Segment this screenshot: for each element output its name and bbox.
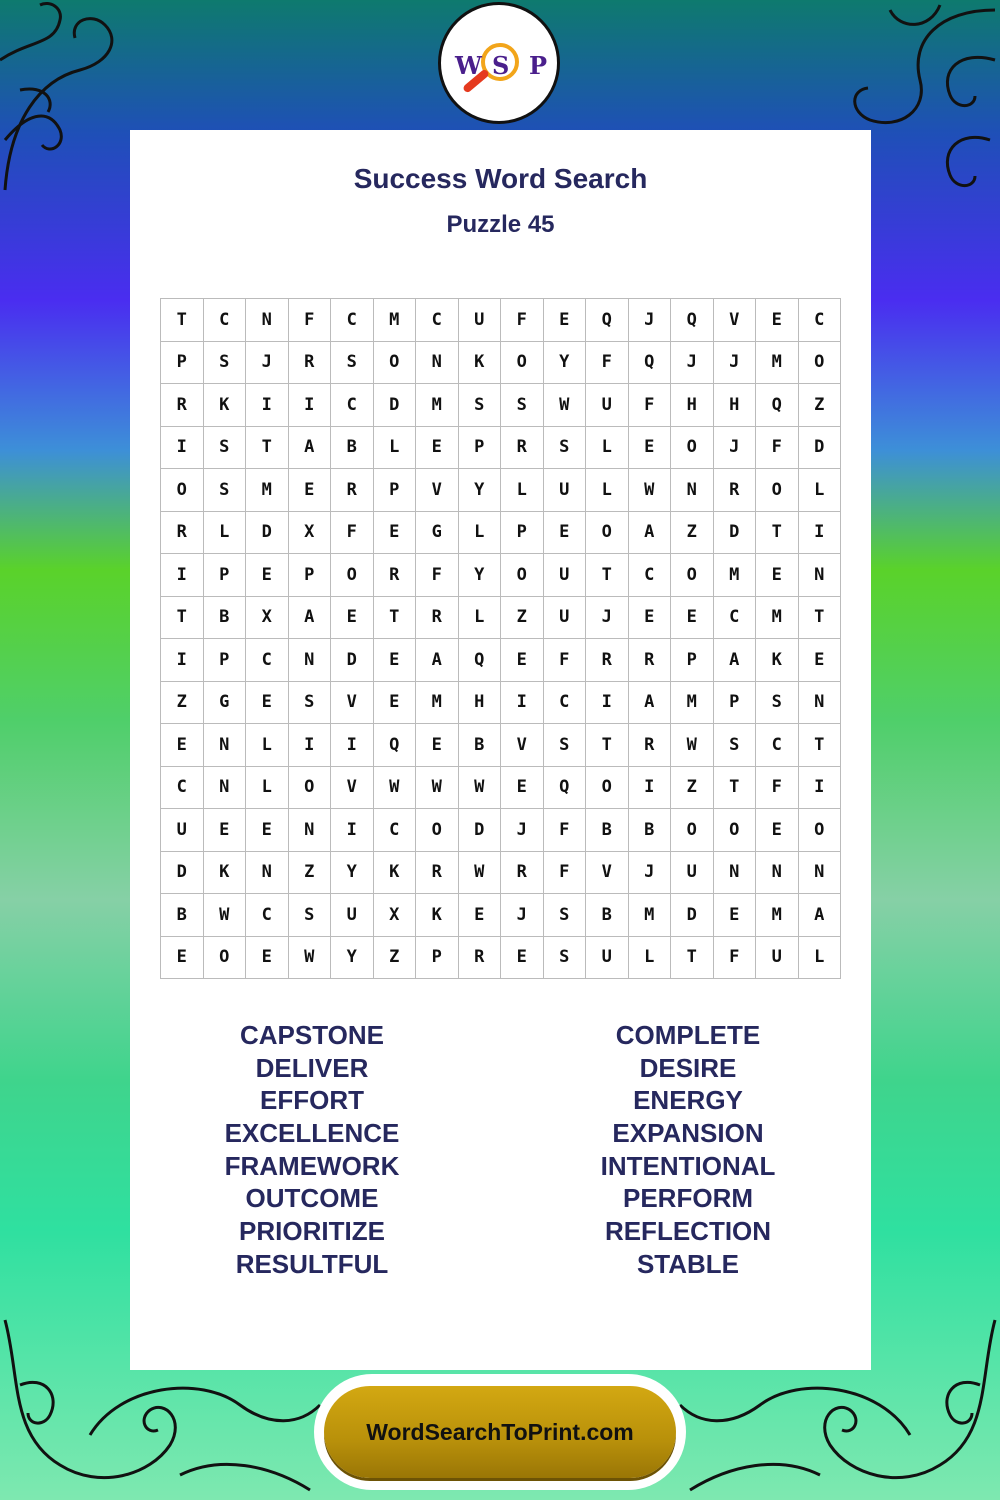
grid-cell[interactable]: Q	[586, 299, 629, 342]
grid-cell[interactable]: U	[459, 299, 502, 342]
grid-cell[interactable]: E	[714, 894, 757, 937]
grid-cell[interactable]: V	[714, 299, 757, 342]
grid-cell[interactable]: I	[331, 809, 374, 852]
grid-cell[interactable]: E	[756, 809, 799, 852]
grid-cell[interactable]: R	[416, 597, 459, 640]
grid-cell[interactable]: Z	[799, 384, 842, 427]
grid-cell[interactable]: L	[586, 427, 629, 470]
grid-cell[interactable]: E	[161, 724, 204, 767]
grid-cell[interactable]: P	[459, 427, 502, 470]
grid-cell[interactable]: Z	[374, 937, 417, 980]
grid-cell[interactable]: Q	[459, 639, 502, 682]
grid-cell[interactable]: N	[799, 682, 842, 725]
grid-cell[interactable]: R	[161, 384, 204, 427]
grid-cell[interactable]: M	[416, 384, 459, 427]
grid-cell[interactable]: T	[586, 554, 629, 597]
grid-cell[interactable]: T	[586, 724, 629, 767]
grid-cell[interactable]: K	[204, 384, 247, 427]
grid-cell[interactable]: C	[799, 299, 842, 342]
grid-cell[interactable]: E	[756, 299, 799, 342]
grid-cell[interactable]: K	[756, 639, 799, 682]
grid-cell[interactable]: O	[586, 767, 629, 810]
grid-cell[interactable]: F	[714, 937, 757, 980]
grid-cell[interactable]: O	[799, 809, 842, 852]
grid-cell[interactable]: R	[459, 937, 502, 980]
grid-cell[interactable]: E	[416, 724, 459, 767]
grid-cell[interactable]: O	[671, 427, 714, 470]
grid-cell[interactable]: Z	[289, 852, 332, 895]
grid-cell[interactable]: H	[714, 384, 757, 427]
word-list-item: COMPLETE	[615, 1020, 761, 1050]
grid-cell[interactable]: O	[374, 342, 417, 385]
grid-cell[interactable]: Y	[459, 469, 502, 512]
grid-cell[interactable]: U	[544, 554, 587, 597]
grid-cell[interactable]: C	[331, 299, 374, 342]
grid-cell[interactable]: E	[501, 639, 544, 682]
grid-cell[interactable]: Q	[629, 342, 672, 385]
grid-cell[interactable]: Z	[671, 512, 714, 555]
grid-cell[interactable]: E	[246, 682, 289, 725]
word-list-item: RESULTFUL	[235, 1248, 389, 1279]
grid-cell[interactable]: E	[544, 512, 587, 555]
grid-cell[interactable]: Q	[671, 299, 714, 342]
grid-cell[interactable]: L	[799, 937, 842, 980]
grid-cell[interactable]: R	[714, 469, 757, 512]
letter-grid	[160, 298, 841, 979]
grid-cell[interactable]: E	[459, 894, 502, 937]
word-list-item: EXPANSION	[612, 1118, 764, 1149]
grid-cell[interactable]: N	[799, 852, 842, 895]
grid-cell[interactable]: P	[671, 639, 714, 682]
grid-cell[interactable]: V	[586, 852, 629, 895]
grid-cell[interactable]: D	[246, 512, 289, 555]
grid-cell[interactable]: C	[246, 894, 289, 937]
puzzle-number: Puzzle 45	[446, 211, 555, 238]
grid-cell[interactable]: L	[246, 767, 289, 810]
grid-cell[interactable]: E	[629, 427, 672, 470]
word-list-item: INTENTIONAL	[600, 1150, 776, 1181]
grid-cell[interactable]: N	[714, 852, 757, 895]
grid-cell[interactable]: P	[161, 342, 204, 385]
grid-cell[interactable]: C	[161, 767, 204, 810]
grid-cell[interactable]: O	[161, 469, 204, 512]
grid-cell[interactable]: P	[204, 639, 247, 682]
grid-cell[interactable]: V	[501, 724, 544, 767]
grid-cell[interactable]: N	[246, 852, 289, 895]
grid-cell[interactable]: E	[671, 597, 714, 640]
grid-cell[interactable]: B	[331, 427, 374, 470]
word-list-left	[162, 1019, 462, 1281]
word-list-item: PRIORITIZE	[239, 1216, 385, 1247]
grid-cell[interactable]: D	[459, 809, 502, 852]
grid-cell[interactable]: A	[799, 894, 842, 937]
word-list-item: FRAMEWORK	[224, 1150, 400, 1181]
word-list-item: ENERGY	[633, 1085, 743, 1116]
grid-cell[interactable]: F	[289, 299, 332, 342]
word-list-item: EXCELLENCE	[224, 1118, 400, 1149]
grid-cell[interactable]: A	[289, 427, 332, 470]
grid-cell[interactable]: S	[544, 894, 587, 937]
grid-cell[interactable]: F	[629, 384, 672, 427]
grid-cell[interactable]: V	[416, 469, 459, 512]
grid-cell[interactable]: I	[246, 384, 289, 427]
grid-cell[interactable]: E	[374, 682, 417, 725]
grid-cell[interactable]: S	[544, 724, 587, 767]
grid-cell[interactable]: T	[161, 597, 204, 640]
grid-cell[interactable]: U	[544, 597, 587, 640]
grid-cell[interactable]: L	[459, 597, 502, 640]
grid-cell[interactable]: J	[501, 809, 544, 852]
grid-cell[interactable]: R	[629, 724, 672, 767]
grid-cell[interactable]: J	[714, 427, 757, 470]
logo-letter-p: P	[529, 51, 548, 80]
grid-cell[interactable]: D	[671, 894, 714, 937]
grid-cell[interactable]: F	[544, 809, 587, 852]
grid-cell[interactable]: W	[204, 894, 247, 937]
grid-cell[interactable]: R	[629, 639, 672, 682]
grid-cell[interactable]: O	[331, 554, 374, 597]
grid-cell[interactable]: F	[331, 512, 374, 555]
grid-cell[interactable]: F	[756, 427, 799, 470]
grid-cell[interactable]: M	[756, 342, 799, 385]
grid-cell[interactable]: L	[586, 469, 629, 512]
grid-cell[interactable]: U	[331, 894, 374, 937]
logo-letter-s: S	[492, 51, 510, 80]
grid-cell[interactable]: E	[756, 554, 799, 597]
grid-cell[interactable]: Z	[671, 767, 714, 810]
grid-cell[interactable]: P	[714, 682, 757, 725]
grid-cell[interactable]: O	[586, 512, 629, 555]
grid-cell[interactable]: J	[586, 597, 629, 640]
grid-cell[interactable]: M	[374, 299, 417, 342]
grid-cell[interactable]: U	[161, 809, 204, 852]
grid-cell[interactable]: O	[204, 937, 247, 980]
grid-cell[interactable]: W	[671, 724, 714, 767]
grid-cell[interactable]: G	[416, 512, 459, 555]
grid-cell[interactable]: I	[629, 767, 672, 810]
grid-cell[interactable]: Y	[544, 342, 587, 385]
grid-cell[interactable]: J	[629, 299, 672, 342]
grid-cell[interactable]: T	[246, 427, 289, 470]
grid-cell[interactable]: S	[501, 384, 544, 427]
grid-cell[interactable]: N	[289, 639, 332, 682]
grid-cell[interactable]: N	[799, 554, 842, 597]
word-list-item: EFFORT	[260, 1085, 364, 1116]
grid-cell[interactable]: O	[501, 342, 544, 385]
grid-cell[interactable]: I	[586, 682, 629, 725]
grid-cell[interactable]: U	[544, 469, 587, 512]
grid-cell[interactable]: I	[331, 724, 374, 767]
website-link-button[interactable]: WordSearchToPrint.com	[324, 1386, 676, 1478]
grid-cell[interactable]: A	[629, 512, 672, 555]
grid-cell[interactable]: Y	[459, 554, 502, 597]
puzzle-title: Success Word Search	[353, 163, 648, 194]
grid-cell[interactable]: B	[586, 894, 629, 937]
grid-cell[interactable]: A	[289, 597, 332, 640]
grid-cell[interactable]: O	[671, 809, 714, 852]
grid-cell[interactable]: R	[501, 427, 544, 470]
grid-cell[interactable]: B	[459, 724, 502, 767]
grid-cell[interactable]: O	[756, 469, 799, 512]
grid-cell[interactable]: L	[459, 512, 502, 555]
grid-cell[interactable]: E	[799, 639, 842, 682]
grid-cell[interactable]: L	[204, 512, 247, 555]
grid-cell[interactable]: T	[671, 937, 714, 980]
grid-cell[interactable]: L	[629, 937, 672, 980]
grid-cell[interactable]: I	[289, 724, 332, 767]
grid-cell[interactable]: U	[586, 384, 629, 427]
grid-cell[interactable]: E	[204, 809, 247, 852]
grid-cell[interactable]: M	[714, 554, 757, 597]
grid-cell[interactable]: T	[799, 724, 842, 767]
grid-cell[interactable]: Q	[374, 724, 417, 767]
grid-cell[interactable]: E	[246, 937, 289, 980]
grid-cell[interactable]: Z	[161, 682, 204, 725]
grid-cell[interactable]: U	[671, 852, 714, 895]
word-list-item: DELIVER	[255, 1052, 369, 1083]
grid-cell[interactable]: T	[161, 299, 204, 342]
grid-cell[interactable]: M	[416, 682, 459, 725]
grid-cell[interactable]: O	[416, 809, 459, 852]
grid-cell[interactable]: E	[544, 299, 587, 342]
grid-cell[interactable]: E	[161, 937, 204, 980]
grid-cell[interactable]: P	[416, 937, 459, 980]
grid-cell[interactable]: P	[204, 554, 247, 597]
grid-cell[interactable]: X	[289, 512, 332, 555]
grid-cell[interactable]: E	[374, 512, 417, 555]
grid-cell[interactable]: M	[246, 469, 289, 512]
grid-cell[interactable]: C	[714, 597, 757, 640]
grid-cell[interactable]: N	[246, 299, 289, 342]
grid-cell[interactable]: O	[289, 767, 332, 810]
grid-cell[interactable]: R	[161, 512, 204, 555]
grid-cell[interactable]: R	[374, 554, 417, 597]
grid-cell[interactable]: I	[501, 682, 544, 725]
grid-cell[interactable]: L	[246, 724, 289, 767]
grid-cell[interactable]: B	[629, 809, 672, 852]
grid-cell[interactable]: F	[544, 852, 587, 895]
grid-cell[interactable]: F	[501, 299, 544, 342]
word-list-item: CAPSTONE	[240, 1020, 384, 1050]
grid-cell[interactable]: L	[799, 469, 842, 512]
grid-cell[interactable]: T	[799, 597, 842, 640]
grid-cell[interactable]: M	[756, 597, 799, 640]
grid-cell[interactable]: C	[331, 384, 374, 427]
word-list-right	[538, 1019, 838, 1281]
grid-cell[interactable]: U	[756, 937, 799, 980]
grid-cell[interactable]: D	[374, 384, 417, 427]
grid-cell[interactable]: J	[714, 342, 757, 385]
grid-cell[interactable]: R	[501, 852, 544, 895]
grid-cell[interactable]: W	[459, 767, 502, 810]
grid-cell[interactable]: M	[671, 682, 714, 725]
grid-cell[interactable]: V	[331, 682, 374, 725]
grid-cell[interactable]: Y	[331, 852, 374, 895]
grid-cell[interactable]: T	[714, 767, 757, 810]
grid-cell[interactable]: F	[756, 767, 799, 810]
grid-cell[interactable]: E	[501, 937, 544, 980]
grid-cell[interactable]: S	[459, 384, 502, 427]
grid-cell[interactable]: D	[331, 639, 374, 682]
grid-cell[interactable]: S	[544, 937, 587, 980]
grid-cell[interactable]: E	[246, 554, 289, 597]
grid-cell[interactable]: I	[161, 639, 204, 682]
grid-cell[interactable]: S	[756, 682, 799, 725]
grid-cell[interactable]: F	[544, 639, 587, 682]
grid-cell[interactable]: C	[374, 809, 417, 852]
word-list-item: OUTCOME	[245, 1183, 379, 1214]
grid-cell[interactable]: D	[714, 512, 757, 555]
corner-flourish-top-left	[0, 0, 140, 200]
grid-cell[interactable]: Q	[544, 767, 587, 810]
grid-cell[interactable]: B	[161, 894, 204, 937]
grid-cell[interactable]: H	[459, 682, 502, 725]
grid-cell[interactable]: I	[161, 427, 204, 470]
grid-cell[interactable]: F	[416, 554, 459, 597]
grid-cell[interactable]: W	[374, 767, 417, 810]
grid-cell[interactable]: R	[331, 469, 374, 512]
grid-cell[interactable]: C	[416, 299, 459, 342]
grid-cell[interactable]: B	[204, 597, 247, 640]
grid-cell[interactable]: W	[544, 384, 587, 427]
grid-cell[interactable]: E	[416, 427, 459, 470]
grid-cell[interactable]: W	[289, 937, 332, 980]
grid-cell[interactable]: W	[459, 852, 502, 895]
grid-cell[interactable]: R	[416, 852, 459, 895]
grid-cell[interactable]: D	[161, 852, 204, 895]
word-list-item: REFLECTION	[604, 1216, 772, 1247]
grid-cell[interactable]: M	[629, 894, 672, 937]
grid-cell[interactable]: W	[416, 767, 459, 810]
grid-cell[interactable]: N	[204, 767, 247, 810]
grid-cell[interactable]: P	[289, 554, 332, 597]
grid-cell[interactable]: A	[629, 682, 672, 725]
grid-cell[interactable]: S	[204, 469, 247, 512]
grid-cell[interactable]: I	[799, 767, 842, 810]
word-list-item: STABLE	[636, 1248, 740, 1279]
grid-cell[interactable]: E	[629, 597, 672, 640]
grid-cell[interactable]: L	[501, 469, 544, 512]
grid-cell[interactable]: K	[374, 852, 417, 895]
grid-cell[interactable]: C	[246, 639, 289, 682]
grid-cell[interactable]: K	[416, 894, 459, 937]
grid-cell[interactable]: T	[374, 597, 417, 640]
grid-cell[interactable]: S	[204, 342, 247, 385]
grid-cell[interactable]: C	[629, 554, 672, 597]
grid-cell[interactable]: U	[586, 937, 629, 980]
grid-cell[interactable]: V	[331, 767, 374, 810]
grid-cell[interactable]: T	[756, 512, 799, 555]
grid-cell[interactable]: R	[586, 639, 629, 682]
grid-cell[interactable]: J	[501, 894, 544, 937]
grid-cell[interactable]: O	[714, 809, 757, 852]
grid-cell[interactable]: C	[544, 682, 587, 725]
grid-cell[interactable]: K	[459, 342, 502, 385]
grid-cell[interactable]: J	[629, 852, 672, 895]
grid-cell[interactable]: O	[501, 554, 544, 597]
grid-cell[interactable]: D	[799, 427, 842, 470]
grid-cell[interactable]: C	[204, 299, 247, 342]
grid-cell[interactable]: A	[714, 639, 757, 682]
grid-cell[interactable]: E	[331, 597, 374, 640]
grid-cell[interactable]: S	[289, 682, 332, 725]
grid-cell[interactable]: G	[204, 682, 247, 725]
word-list-item: DESIRE	[639, 1052, 737, 1083]
grid-cell[interactable]: A	[416, 639, 459, 682]
grid-cell[interactable]: E	[501, 767, 544, 810]
grid-cell[interactable]: I	[289, 384, 332, 427]
grid-cell[interactable]: I	[161, 554, 204, 597]
grid-cell[interactable]: S	[204, 427, 247, 470]
grid-cell[interactable]: S	[714, 724, 757, 767]
grid-cell[interactable]: N	[204, 724, 247, 767]
grid-cell[interactable]: S	[544, 427, 587, 470]
grid-cell[interactable]: H	[671, 384, 714, 427]
grid-cell[interactable]: S	[289, 894, 332, 937]
grid-cell[interactable]: X	[246, 597, 289, 640]
grid-cell[interactable]: O	[799, 342, 842, 385]
grid-cell[interactable]: N	[289, 809, 332, 852]
grid-cell[interactable]: N	[416, 342, 459, 385]
grid-cell[interactable]: I	[799, 512, 842, 555]
grid-cell[interactable]: P	[501, 512, 544, 555]
grid-cell[interactable]: S	[331, 342, 374, 385]
grid-cell[interactable]: X	[374, 894, 417, 937]
grid-cell[interactable]: B	[586, 809, 629, 852]
grid-cell[interactable]: J	[671, 342, 714, 385]
grid-cell[interactable]: Z	[501, 597, 544, 640]
grid-cell[interactable]: J	[246, 342, 289, 385]
grid-cell[interactable]: N	[671, 469, 714, 512]
grid-cell[interactable]: O	[671, 554, 714, 597]
grid-cell[interactable]: Y	[331, 937, 374, 980]
grid-cell[interactable]: E	[289, 469, 332, 512]
grid-cell[interactable]: Q	[756, 384, 799, 427]
grid-cell[interactable]: L	[374, 427, 417, 470]
grid-cell[interactable]: M	[756, 894, 799, 937]
logo-letter-w: W	[455, 51, 482, 80]
grid-cell[interactable]: C	[756, 724, 799, 767]
grid-cell[interactable]: W	[629, 469, 672, 512]
grid-cell[interactable]: R	[289, 342, 332, 385]
grid-cell[interactable]: E	[374, 639, 417, 682]
wsp-logo[interactable]	[438, 2, 560, 124]
word-list-item: PERFORM	[623, 1183, 753, 1214]
grid-cell[interactable]: F	[586, 342, 629, 385]
grid-cell[interactable]: K	[204, 852, 247, 895]
grid-cell[interactable]: N	[756, 852, 799, 895]
grid-cell[interactable]: E	[246, 809, 289, 852]
grid-cell[interactable]: P	[374, 469, 417, 512]
